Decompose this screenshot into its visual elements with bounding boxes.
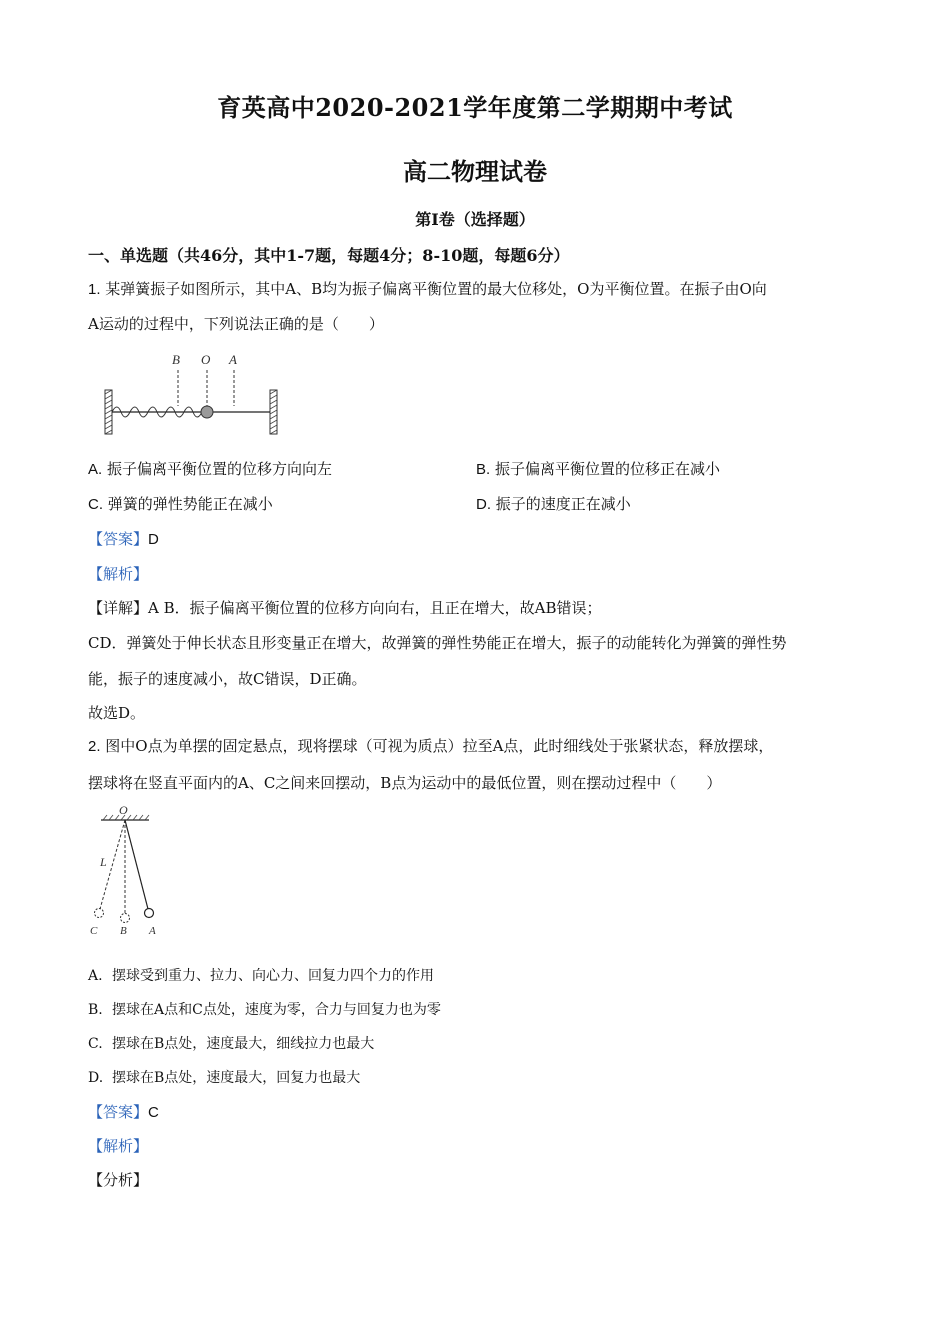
string-a: [125, 820, 148, 909]
q1-option-c: C. 弹簧的弹性势能正在减小: [88, 495, 273, 513]
exam-subtitle: 高二物理试卷: [403, 157, 547, 186]
q2-analysis-label: 【解析】: [88, 1137, 149, 1155]
q1-detail-line3: 能，振子的速度减小，故C错误，D正确。: [88, 670, 367, 688]
label-o: O: [119, 803, 128, 817]
q1-option-a: A. 振子偏离平衡位置的位移方向向左: [88, 460, 332, 478]
answer-label: 【答案】: [88, 1103, 149, 1121]
label-b: B: [172, 352, 180, 367]
q2-stem-line1: [88, 736, 773, 757]
q1-option-d: D. 振子的速度正在减小: [476, 495, 631, 513]
label-b: B: [120, 925, 127, 937]
answer-value: D: [148, 531, 159, 548]
label-l: L: [100, 855, 107, 869]
q1-stem-line2: A运动的过程中，下列说法正确的是（ ）: [88, 315, 384, 333]
q1-option-b: B. 振子偏离平衡位置的位移正在减小: [476, 460, 720, 478]
label-o: O: [201, 352, 211, 367]
q1-analysis-label: 【解析】: [88, 565, 149, 583]
section-heading: 一、单选题（共46分，其中1-7题，每题4分；8-10题，每题6分）: [88, 246, 570, 265]
label-a: A: [149, 925, 156, 937]
q2-option-a: A. 摆球受到重力、拉力、向心力、回复力四个力的作用: [88, 968, 434, 984]
q2-stem-line2: 摆球将在竖直平面内的A、C之间来回摆动，B点为运动中的最低位置，则在摆动过程中（ ）: [88, 774, 722, 792]
label-c: C: [90, 925, 98, 937]
q1-detail-line1: 【详解】A B．振子偏离平衡位置的位移方向向右，且正在增大，故AB错误；: [88, 599, 602, 617]
spring-oscillator-figure: [100, 348, 290, 440]
pendulum-figure: [85, 800, 165, 940]
q1-conclusion: 故选D。: [88, 704, 146, 722]
q1-detail-line2: CD．弹簧处于伸长状态且形变量正在增大，故弹簧的弹性势能正在增大，振子的动能转化为弹簧的弹性势: [88, 634, 787, 652]
q2-stem-text1: 图中O点为单摆的固定悬点，现将摆球（可视为质点）拉至A点，此时细线处于张紧状态，释放摆球，: [105, 737, 774, 755]
q2-option-d: D. 摆球在B点处，速度最大，回复力也最大: [88, 1070, 361, 1086]
answer-value: C: [148, 1104, 159, 1121]
exam-title: 育英高中2020-2021学年度第二学期期中考试: [217, 93, 733, 122]
label-a: A: [229, 352, 237, 367]
q1-number: 1.: [88, 281, 101, 298]
q2-answer: [88, 1101, 159, 1122]
q2-number: 2.: [88, 738, 101, 755]
ball-b: [121, 914, 130, 923]
oscillator-ball: [201, 406, 213, 418]
q2-option-c: C. 摆球在B点处，速度最大，细线拉力也最大: [88, 1036, 375, 1052]
q2-option-b: B. 摆球在A点和C点处，速度为零，合力与回复力也为零: [88, 1002, 441, 1018]
detail-label: 【详解】: [88, 599, 149, 617]
q2-analysis2-label: 【分析】: [88, 1171, 149, 1189]
ball-a: [145, 909, 154, 918]
q1-stem-line1: [88, 279, 767, 300]
ball-c: [95, 909, 104, 918]
part-heading: 第Ⅰ卷（选择题）: [415, 210, 535, 229]
q1-stem-text1: 某弹簧振子如图所示，其中A、B均为振子偏离平衡位置的最大位移处，O为平衡位置。在振子由O向: [105, 280, 767, 298]
q1-answer: [88, 528, 159, 549]
answer-label: 【答案】: [88, 530, 149, 548]
